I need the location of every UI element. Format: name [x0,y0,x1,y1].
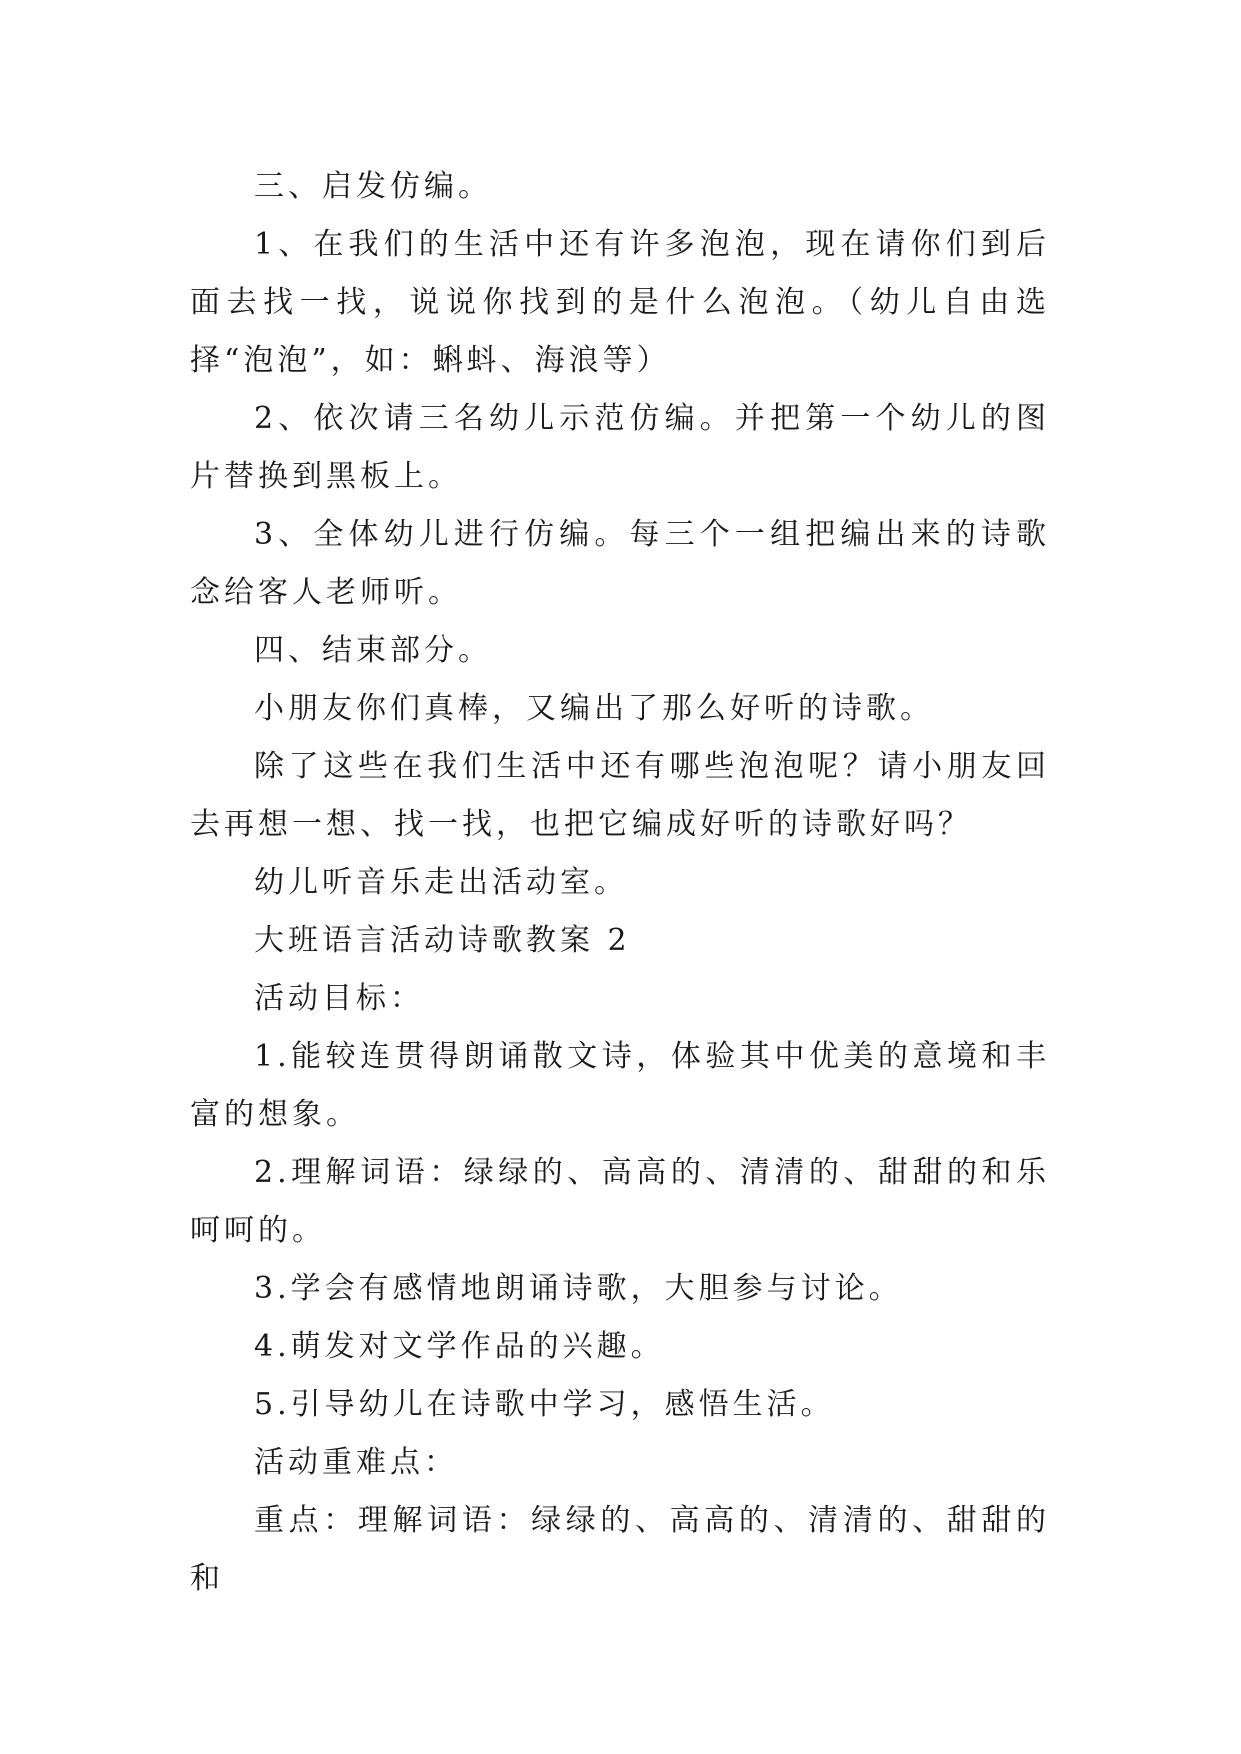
paragraph-step-2: 2、依次请三名幼儿示范仿编。并把第一个幼儿的图片替换到黑板上。 [190,401,1050,494]
goal-item-1: 1.能较连贯得朗诵散文诗，体验其中优美的意境和丰富的想象。 [190,1039,1050,1132]
paragraph-exit: 幼儿听音乐走出活动室。 [254,865,628,900]
paragraph-question: 除了这些在我们生活中还有哪些泡泡呢？请小朋友回去再想一想、找一找，也把它编成好听的诗歌好吗？ [190,749,1050,842]
section-heading-inspire-imitation: 三、启发仿编。 [254,169,492,204]
paragraph-key-point: 重点：理解词语：绿绿的、高高的、清清的、甜甜的和 [190,1503,1050,1596]
section-heading-ending: 四、结束部分。 [254,633,492,668]
heading-activity-goals: 活动目标： [254,981,424,1016]
lesson-plan-title: 大班语言活动诗歌教案 2 [254,923,631,958]
paragraph-step-1: 1、在我们的生活中还有许多泡泡，现在请你们到后面去找一找，说说你找到的是什么泡泡。（幼儿自由选择“泡泡”，如：蝌蚪、海浪等） [190,227,1050,378]
goal-item-5: 5.引导幼儿在诗歌中学习，感悟生活。 [254,1387,835,1422]
paragraph-praise: 小朋友你们真棒，又编出了那么好听的诗歌。 [254,691,934,726]
heading-key-difficulties: 活动重难点： [254,1445,458,1480]
document-body [190,158,1050,1608]
paragraph-step-3: 3、全体幼儿进行仿编。每三个一组把编出来的诗歌念给客人老师听。 [190,517,1050,610]
goal-item-2: 2.理解词语：绿绿的、高高的、清清的、甜甜的和乐呵呵的。 [190,1155,1050,1248]
goal-item-4: 4.萌发对文学作品的兴趣。 [254,1329,665,1364]
goal-item-3: 3.学会有感情地朗诵诗歌，大胆参与讨论。 [254,1271,903,1306]
